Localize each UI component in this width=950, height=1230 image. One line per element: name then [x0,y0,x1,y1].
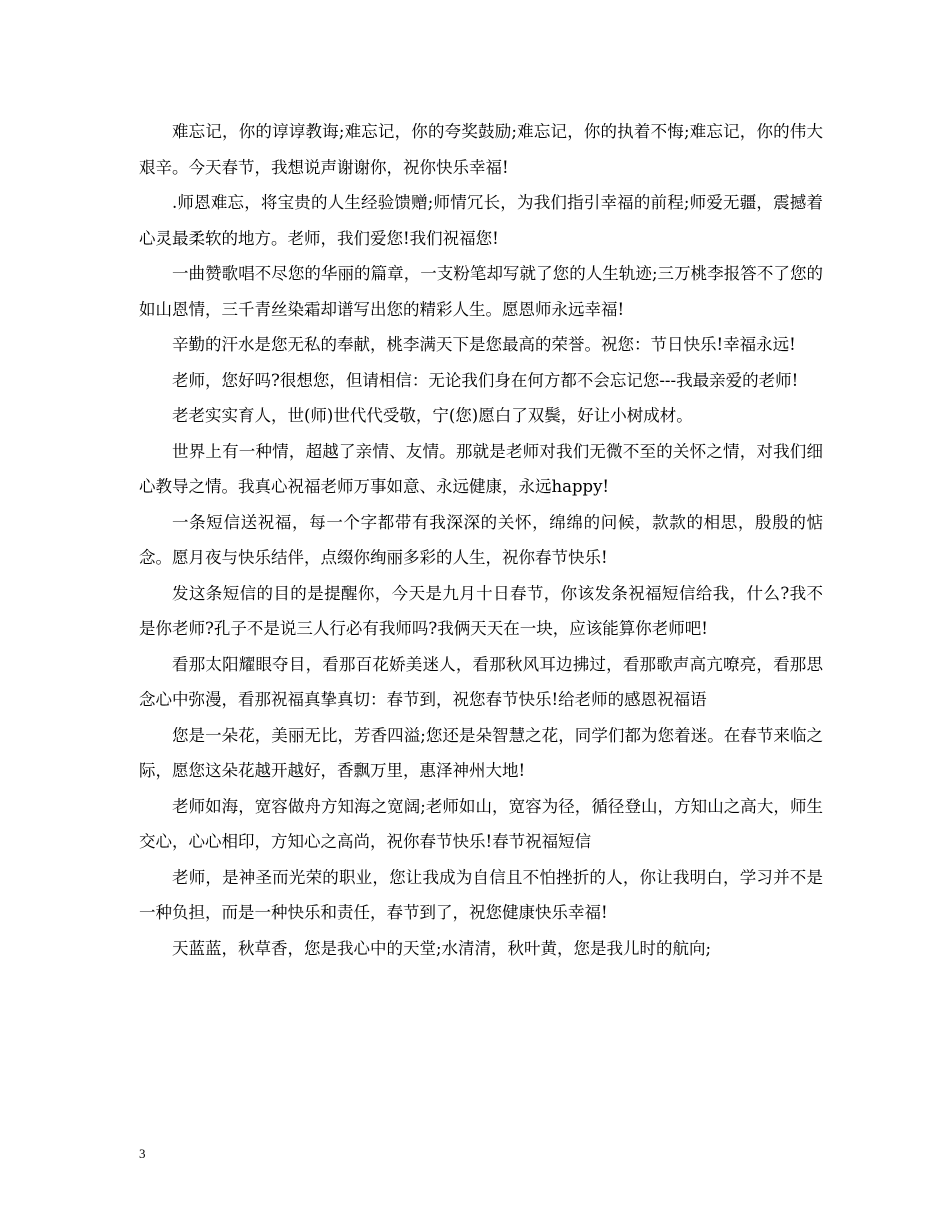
paragraph: 天蓝蓝，秋草香，您是我心中的天堂;水清清，秋叶黄，您是我儿时的航向; [172,938,712,958]
paragraph: 世界上有一种情，超越了亲情、友情。那就是老师对我们无微不至的关怀之情，对我们细心教导之情。我真心祝福老师万事如意、永远健康，永远happy! [139,441,823,496]
paragraph: .师恩难忘，将宝贵的人生经验馈赠;师情冗长，为我们指引幸福的前程;师爱无疆，震撼着心灵最柔软的地方。老师，我们爱您!我们祝福您! [139,193,823,248]
paragraph: 一条短信送祝福，每一个字都带有我深深的关怀，绵绵的问候，款款的相思，殷殷的惦念。愿月夜与快乐结伴，点缀你绚丽多彩的人生，祝你春节快乐! [139,512,823,567]
paragraph: 您是一朵花，美丽无比，芳香四溢;您还是朵智慧之花，同学们都为您着迷。在春节来临之际，愿您这朵花越开越好，香飘万里，惠泽神州大地! [139,725,823,780]
document-body [139,114,823,966]
paragraph: 看那太阳耀眼夺目，看那百花娇美迷人，看那秋风耳边拂过，看那歌声高亢嘹亮，看那思念心中弥漫，看那祝福真挚真切：春节到，祝您春节快乐!给老师的感恩祝福语 [139,654,823,709]
paragraph: 一曲赞歌唱不尽您的华丽的篇章，一支粉笔却写就了您的人生轨迹;三万桃李报答不了您的如山恩情，三千青丝染霜却谱写出您的精彩人生。愿恩师永远幸福! [139,264,823,319]
paragraph: 辛勤的汗水是您无私的奉献，桃李满天下是您最高的荣誉。祝您：节日快乐!幸福永远! [172,335,796,354]
paragraph: 老师，是神圣而光荣的职业，您让我成为自信且不怕挫折的人，你让我明白，学习并不是一种负担，而是一种快乐和责任，春节到了，祝您健康快乐幸福! [139,867,823,922]
paragraph: 老师如海，宽容做舟方知海之宽阔;老师如山，宽容为径，循径登山，方知山之高大，师生交心，心心相印，方知心之高尚，祝你春节快乐!春节祝福短信 [139,796,823,851]
paragraph: 老师，您好吗?很想您，但请相信：无论我们身在何方都不会忘记您---我最亲爱的老师! [172,370,799,390]
page-number: 3 [139,1146,146,1161]
paragraph: 难忘记，你的谆谆教诲;难忘记，你的夸奖鼓励;难忘记，你的执着不悔;难忘记，你的伟大艰辛。今天春节，我想说声谢谢你，祝你快乐幸福! [139,122,823,177]
paragraph: 发这条短信的目的是提醒你，今天是九月十日春节，你该发条祝福短信给我，什么?我不是你老师?孔子不是说三人行必有我师吗?我俩天天在一块，应该能算你老师吧! [139,583,823,638]
paragraph: 老老实实育人，世(师)世代代受敬，宁(您)愿白了双鬓，好让小树成材。 [172,406,693,425]
